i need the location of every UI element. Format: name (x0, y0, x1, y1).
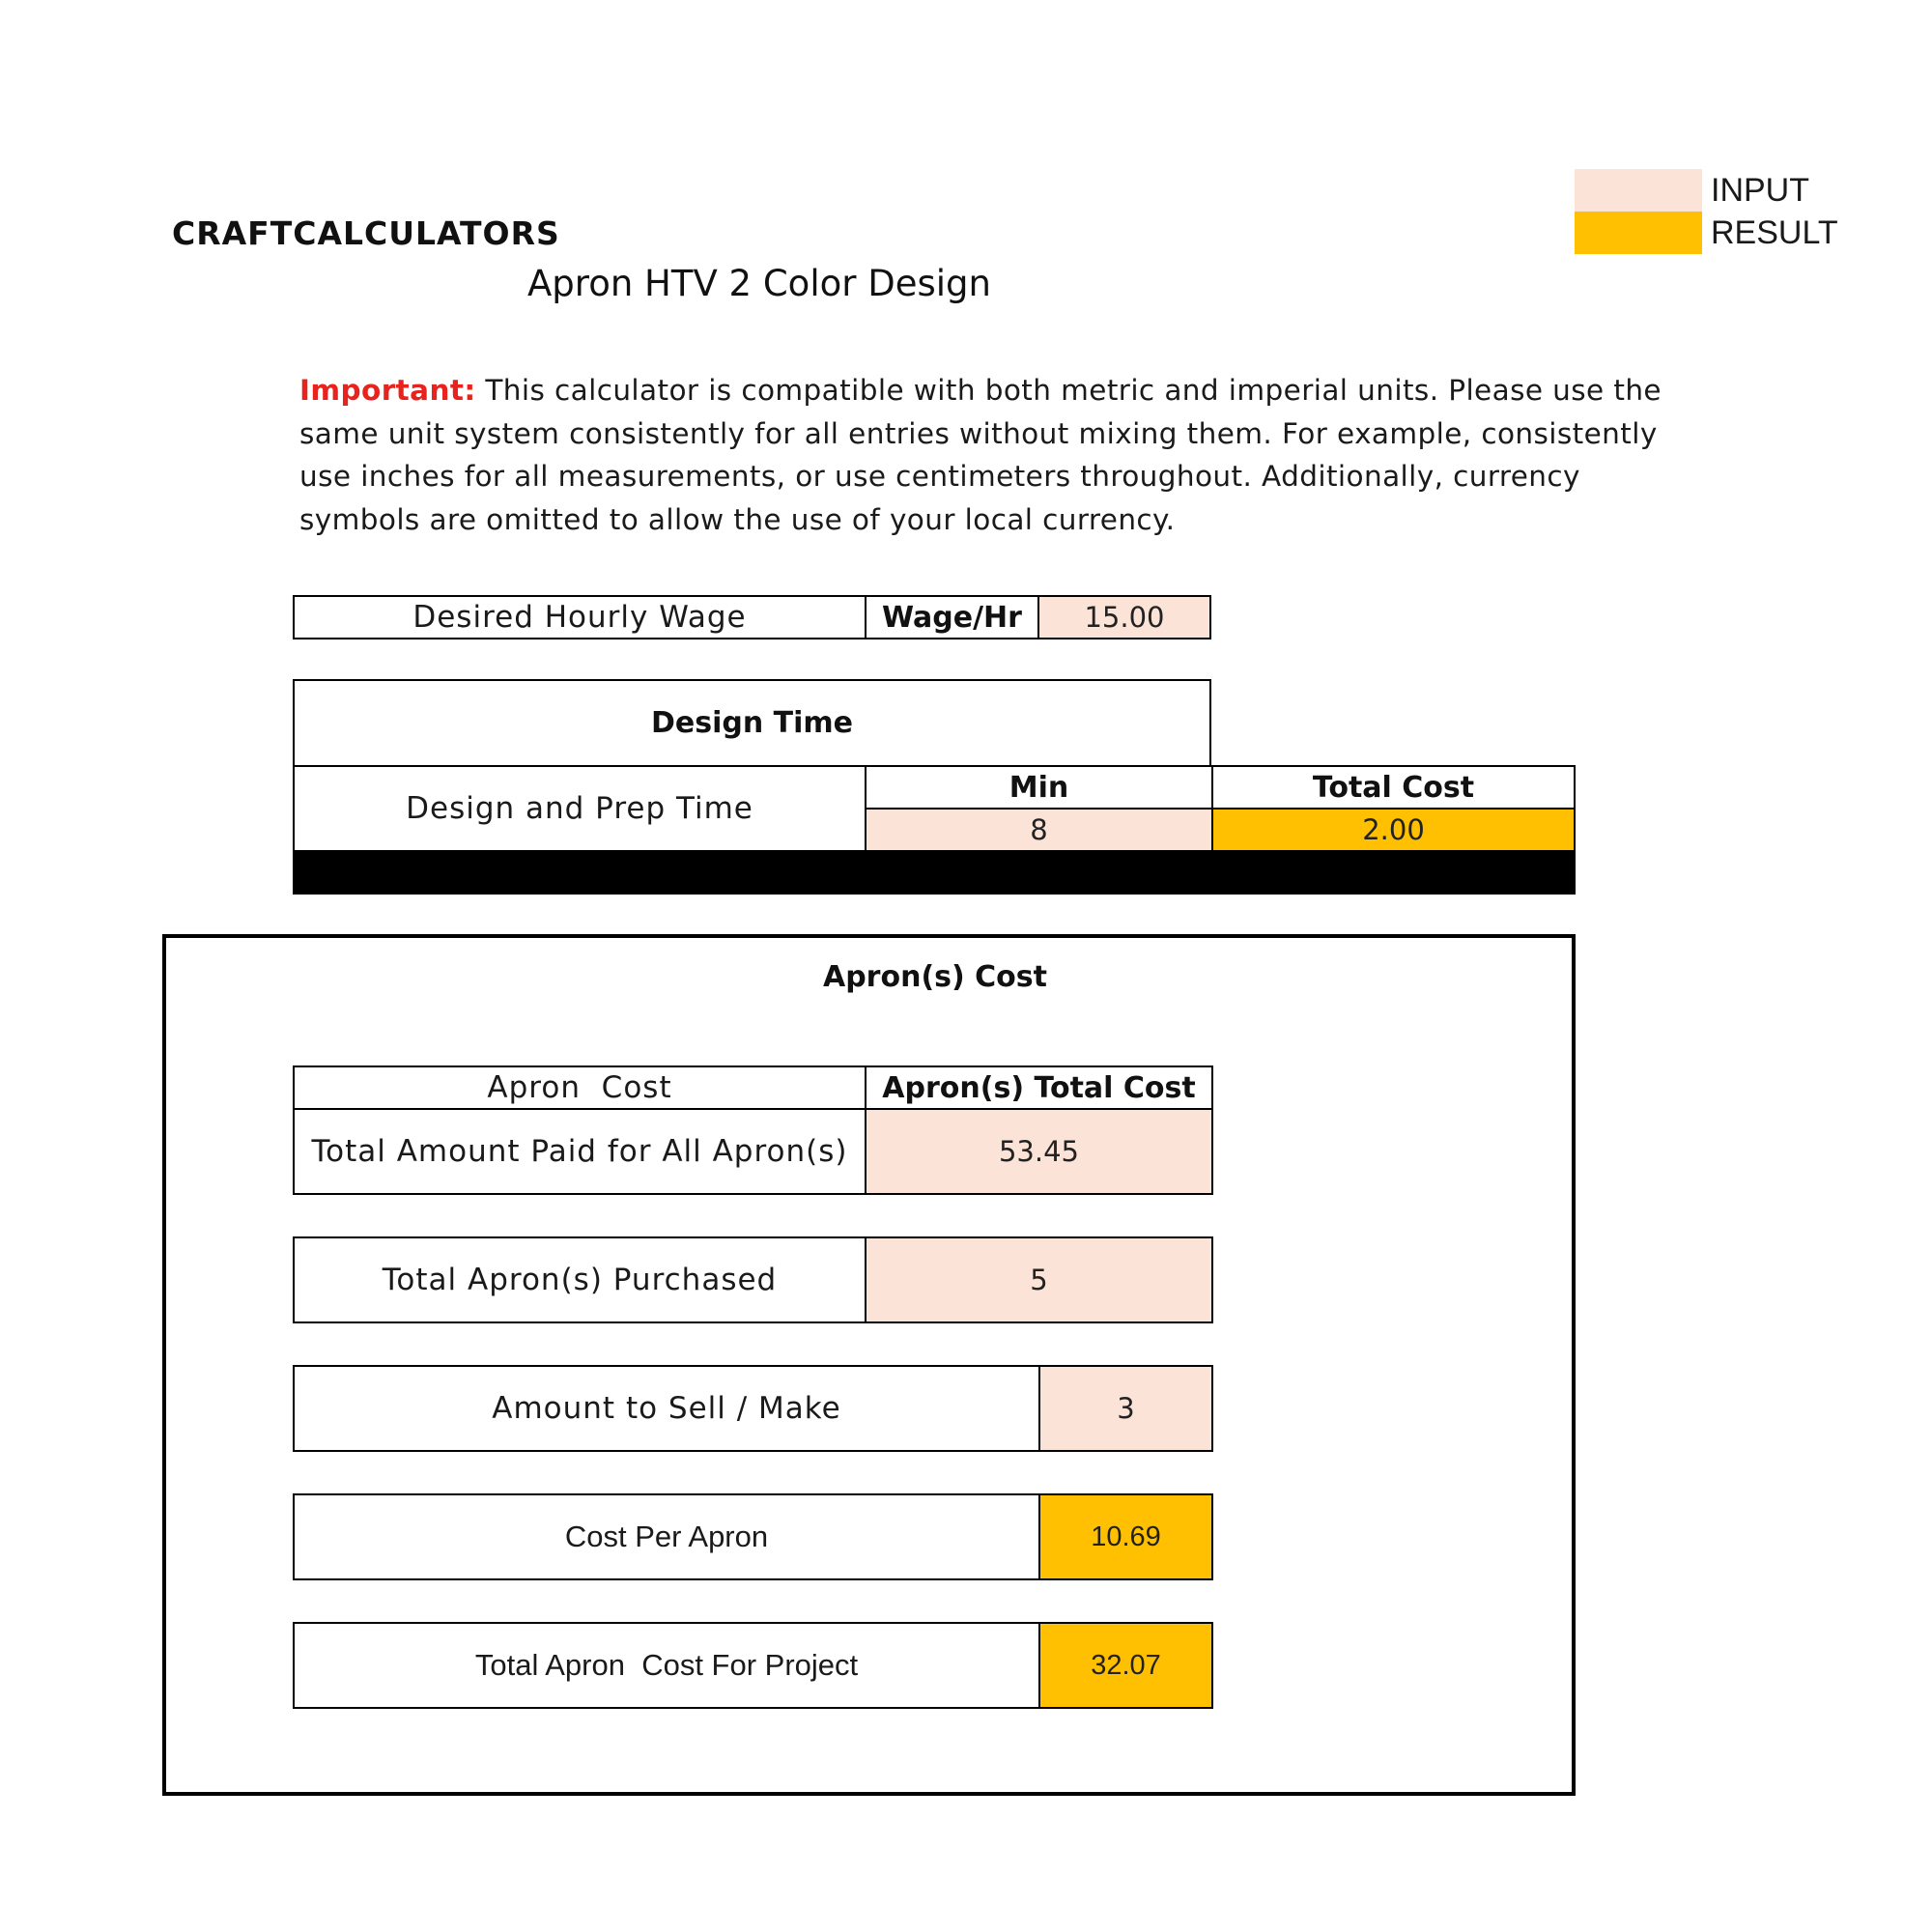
cost-per-apron-result: 10.69 (1038, 1493, 1213, 1580)
design-total-cost-result: 2.00 (1211, 808, 1576, 852)
total-paid-label: Total Amount Paid for All Apron(s) (293, 1108, 867, 1195)
project-cost-label: Total Apron Cost For Project (293, 1622, 1040, 1709)
wage-label: Desired Hourly Wage (293, 595, 867, 639)
total-cost-header: Total Cost (1211, 765, 1576, 810)
apron-cost-title: Apron(s) Cost (822, 960, 1047, 994)
input-legend-swatch (1575, 169, 1702, 212)
design-time-header: Design Time (293, 679, 1211, 767)
brand-name: CRAFTCALCULATORS (172, 214, 560, 252)
input-legend-label: INPUT (1711, 172, 1809, 209)
design-minutes-input[interactable]: 8 (865, 808, 1213, 852)
sell-make-input[interactable]: 3 (1038, 1365, 1213, 1452)
important-label: Important: (299, 374, 476, 407)
design-prep-label: Design and Prep Time (293, 765, 867, 852)
apron-total-cost-header: Apron(s) Total Cost (865, 1065, 1213, 1110)
total-paid-input[interactable]: 53.45 (865, 1108, 1213, 1195)
page-title: Apron HTV 2 Color Design (527, 263, 991, 304)
purchased-input[interactable]: 5 (865, 1236, 1213, 1323)
wage-unit: Wage/Hr (865, 595, 1039, 639)
section-divider-bar (293, 850, 1576, 895)
apron-cost-header: Apron Cost (293, 1065, 867, 1110)
cost-per-apron-label: Cost Per Apron (293, 1493, 1040, 1580)
result-legend-label: RESULT (1711, 214, 1838, 251)
result-legend-swatch (1575, 212, 1702, 254)
hourly-wage-input[interactable]: 15.00 (1037, 595, 1211, 639)
important-text: This calculator is compatible with both metric and imperial units. Please use the same unit system consistently for all entries without mixing them. For example, consistently use inches for all measurements, or use centimeters throughout. Additionally, currency symbols are omitted to allow the use of your local currency. (299, 374, 1662, 536)
purchased-label: Total Apron(s) Purchased (293, 1236, 867, 1323)
important-notice (299, 369, 1710, 541)
min-header: Min (865, 765, 1213, 810)
sell-make-label: Amount to Sell / Make (293, 1365, 1040, 1452)
project-cost-result: 32.07 (1038, 1622, 1213, 1709)
